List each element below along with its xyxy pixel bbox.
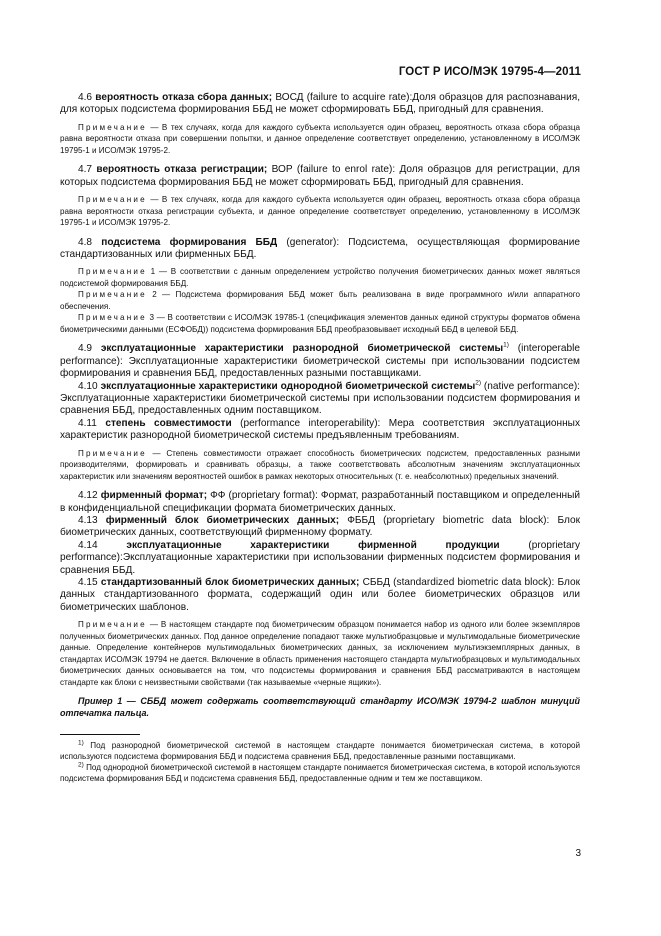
term-4-10: 4.10 эксплуатационные характеристики однородной биометрической системы$^{2)}$ (native performance): Эксплуатационные характеристики биометрической системы при использовании подсистем формирования и сравнения ББД, предоставленных одним поставщиком. bbox=[60, 379, 580, 417]
note-4-8-3: Примечание 3 — В соответствии с ИСО/МЭК 19785-1 (спецификация элементов данных единой структуры форматов обмена биометрическими данными (ЕСФОБД)) подсистема формирования ББД преобразовывает исходный ББД в целевой ББД. bbox=[60, 313, 580, 334]
note-4-7: Примечание — В тех случаях, когда для каждого субъекта используется один образец, вероятность отказа сбора образца равна вероятности отказа регистрации субъекта, и данное определение соответствует определению, установленному в ИСО/МЭК 19795-1 и ИСО/МЭК 19795-2. bbox=[60, 195, 580, 228]
term-4-6: 4.6 вероятность отказа сбора данных; ВОСД (failure to acquire rate):Доля образцов для распознавания, для которых подсистема формирования ББД не может сформировать ББД, пригодный для сравнения. bbox=[60, 92, 580, 116]
term-4-8: 4.8 подсистема формирования ББД (generator): Подсистема, осуществляющая формирование стандартизованных или фирменных ББД. bbox=[60, 236, 581, 261]
note-4-11: Примечание — Степень совместимости отражает способность биометрических подсистем, предоставленных разными производителями, формировать и сравнивать образцы, а также соответствовать абсолютным значениям эксплуатационных характеристик или значениям вероятностей ошибок в рамках некоторых относительных (т. е. неабсолютных) предельных значений. bbox=[60, 448, 580, 481]
page-number: 3 bbox=[575, 848, 581, 859]
term-4-7: 4.7 вероятность отказа регистрации; ВОР (failure to enrol rate): Доля образцов для регистрации, для которых подсистема формирования ББД не может сформировать ББД, пригодный для сравнения. bbox=[60, 164, 580, 188]
document-id-header: ГОСТ Р ИСО/МЭК 19795-4—2011 bbox=[398, 66, 581, 78]
note-4-6: Примечание — В тех случаях, когда для каждого субъекта используется один образец, вероятность отказа сбора образца равна вероятности отказа при совершении попытки, и данное определение соответствует определению, установленному в ИСО/МЭК 19795-1 и ИСО/МЭК 19795-2. bbox=[60, 122, 580, 155]
term-4-9: 4.9 эксплуатационные характеристики разнородной биометрической системы$^{1)}$ (interoperable performance): Эксплуатационные характеристики биометрической системы при использовании подсистем формирования и сравнения ББД, предоставленных разными поставщиками. bbox=[60, 342, 580, 380]
note-4-8-2: Примечание 2 — Подсистема формирования ББД может быть реализована в виде программного и/или аппаратного обеспечения. bbox=[60, 290, 580, 311]
example-1: Пример 1 — СББД может содержать соответствующий стандарту ИСО/МЭК 19794-2 шаблон минуций отпечатка пальца. bbox=[60, 696, 580, 719]
term-4-13: 4.13 фирменный блок биометрических данных; ФББД (proprietary biometric data block): Блок биометрических данных, соответствующий фирменному формату. bbox=[60, 515, 580, 539]
footnote-divider bbox=[60, 734, 140, 735]
term-4-14: 4.14 эксплуатационные характеристики фирменной продукции (proprietary performance):Эксплуатационные характеристики при использовании фирменных подсистем формирования и сравнения ББД. bbox=[60, 539, 580, 576]
note-4-8-1: Примечание 1 — В соответствии с данным определением устройство получения биометрических данных может являться подсистемой формирования ББД. bbox=[60, 267, 580, 288]
note-4-15: Примечание — В настоящем стандарте под биометрическим образцом понимается набор из одного или более экземпляров полученных биометрических данных. Под данное определение попадают также мультиобразцовые и мультимодальные биометрические данные. Определение контейнеров мультимодальных биометрических данных, за исключением мультиэкземплярных данных, в стандартах ИСО/МЭК 19794 не дается. Включение в область применения настоящего стандарта мультиобразцовых и мультимодальных биометрических данных основывается на том, что подсистемы формирования и сравнения ББД рассматриваются в настоящем стандарте как блоки с неизвестными свойствами (так называемые «черные ящики»). bbox=[60, 620, 580, 687]
term-4-12: 4.12 фирменный формат; ФФ (proprietary format): Формат, разработанный поставщиком и определенный в конфиденциальной спецификации формата биометрических данных. bbox=[60, 490, 580, 514]
document-body bbox=[60, 92, 580, 784]
term-4-15: 4.15 стандартизованный блок биометрических данных; СББД (standardized biometric data block): Блок данных стандартизованного формата, содержащий один или более биометрических образцов или биометрических шаблонов. bbox=[60, 577, 580, 613]
term-4-11: 4.11 степень совместимости (performance interoperability): Мера соответствия эксплуатационных характеристик разнородной биометрической системы предъявленным требованиям. bbox=[60, 417, 580, 442]
footnote-1: $^{1)}$ Под разнородной биометрической системой в настоящем стандарте понимается биометрическая система, в которой используются подсистема формирования ББД и подсистема сравнения ББД, предоставленные разными поставщиками. bbox=[60, 739, 580, 761]
footnote-2: $^{2)}$ Под однородной биометрической системой в настоящем стандарте понимается биометрическая система, в которой используются подсистема формирования ББД и подсистема сравнения ББД, предоставленные одним и тем же поставщиком. bbox=[60, 760, 580, 783]
